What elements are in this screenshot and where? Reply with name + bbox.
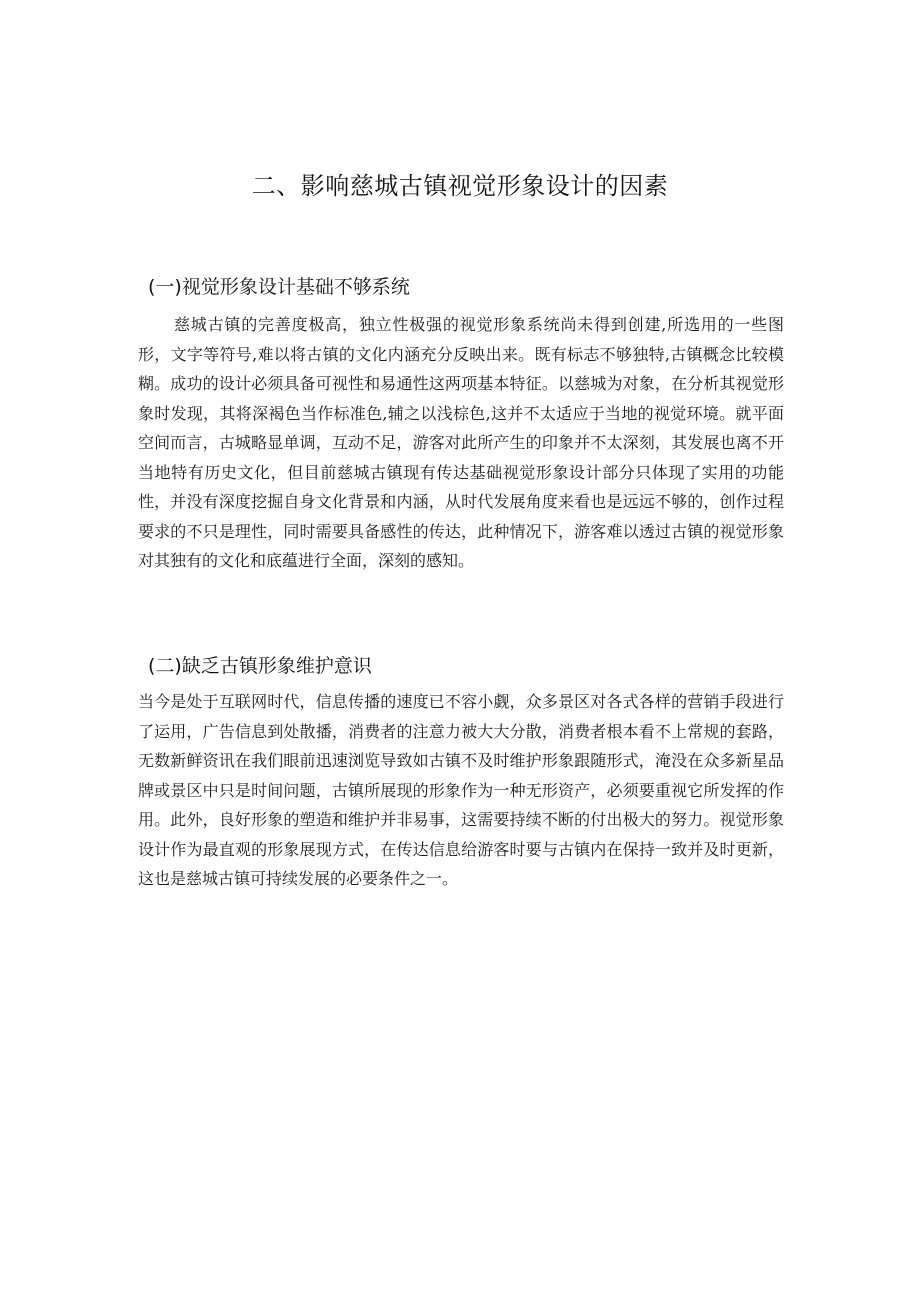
page-title: 二、影响慈城古镇视觉形象设计的因素	[251, 172, 669, 200]
section-heading-2: (二)缺乏古镇形象维护意识	[148, 655, 372, 677]
section-heading-1: (一)视觉形象设计基础不够系统	[148, 276, 410, 298]
section-paragraph-1: 慈城古镇的完善度极高，独立性极强的视觉形象系统尚未得到创建,所选用的一些图形，文字等符号,难以将古镇的文化内涵充分反映出来。既有标志不够独特,古镇概念比较模糊。成功的设计必须具备可视性和易通性这两项基本特征。以慈城为对象，在分析其视觉形象时发现，其将深褐色当作标准色,辅之以浅棕色,这并不太适应于当地的视觉环境。就平面空间而言，古城略显单调，互动不足，游客对此所产生的印象并不太深刻，其发展也离不开当地特有历史文化，但目前慈城古镇现有传达基础视觉形象设计部分只体现了实用的功能性，并没有深度挖掘自身文化背景和内涵，从时代发展角度来看也是远远不够的，创作过程要求的不只是理性，同时需要具备感性的传达，此种情况下，游客难以透过古镇的视觉形象对其独有的文化和底蕴进行全面，深刻的感知。	[138, 315, 784, 570]
section-paragraph-2: 当今是处于互联网时代，信息传播的速度已不容小觑，众多景区对各式各样的营销手段进行了运用，广告信息到处散播，消费者的注意力被大大分散，消费者根本看不上常规的套路，无数新鲜资讯在我们眼前迅速浏览导致如古镇不及时维护形象跟随形式，淹没在众多新星品牌或景区中只是时间问题，古镇所展现的形象作为一种无形资产，必须要重视它所发挥的作用。此外，良好形象的塑造和维护并非易事，这需要持续不断的付出极大的努力。视觉形象设计作为最直观的形象展现方式，在传达信息给游客时要与古镇内在保持一致并及时更新，这也是慈城古镇可持续发展的必要条件之一。	[138, 692, 784, 888]
